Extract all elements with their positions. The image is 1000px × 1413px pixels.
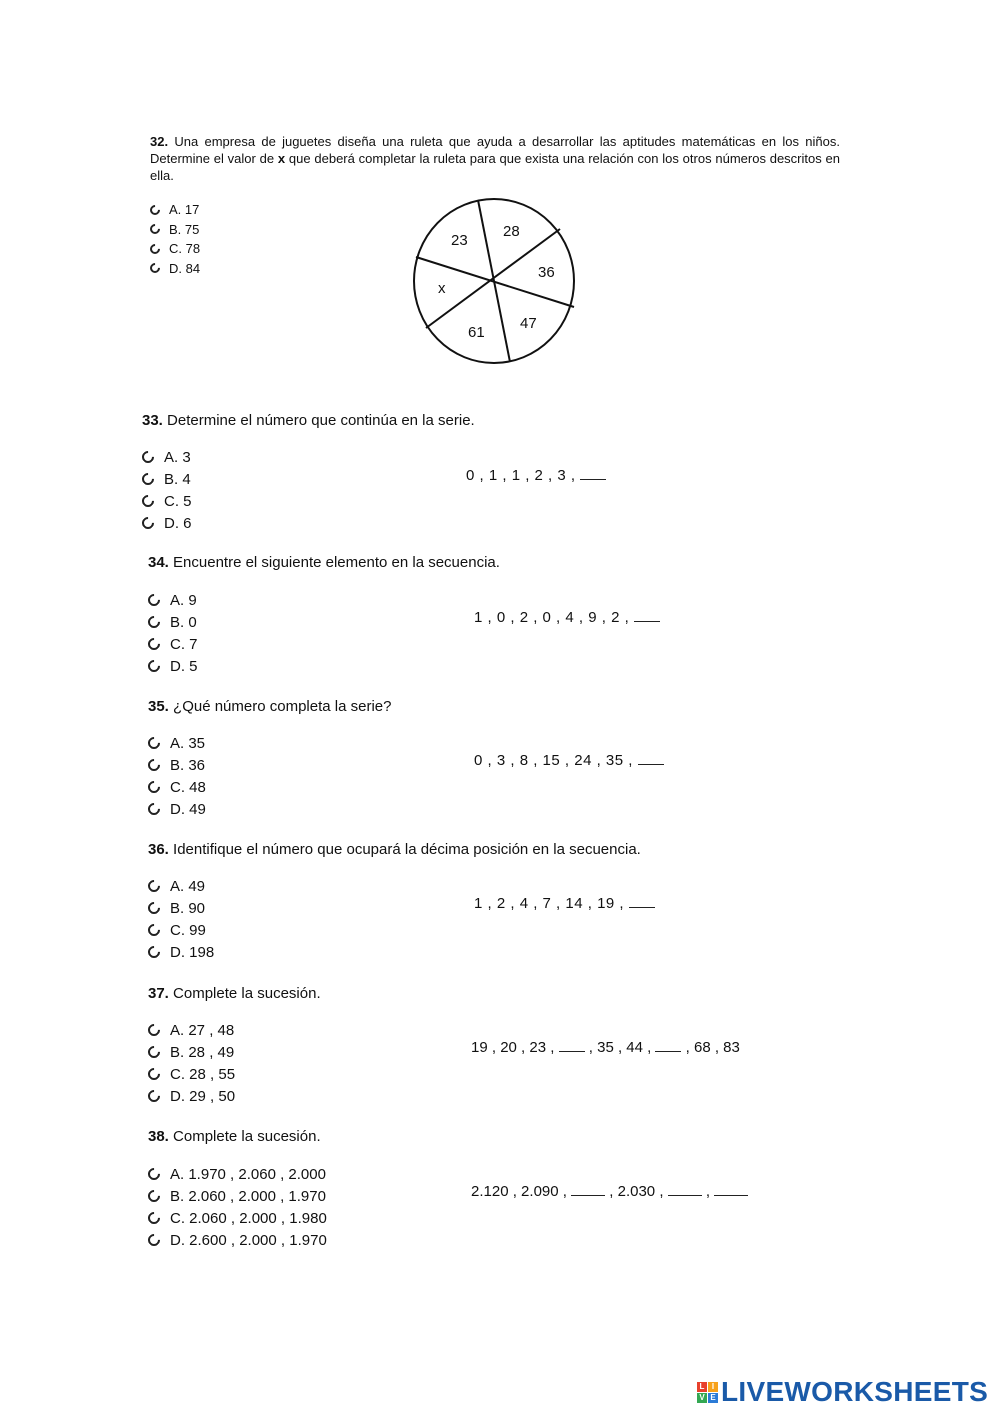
wheel-number-47: 47 (520, 315, 537, 332)
option-d[interactable] (148, 1085, 235, 1107)
option-label: C. 2.060 , 2.000 , 1.980 (170, 1209, 327, 1227)
option-label: B. 90 (170, 899, 206, 917)
question-38-text: Complete la sucesión. (173, 1128, 321, 1145)
option-c[interactable] (148, 1207, 327, 1229)
question-34-number: 34. (148, 554, 169, 571)
wheel-number-36: 36 (538, 264, 555, 281)
option-label: C. 78 (169, 241, 201, 257)
option-a[interactable] (148, 589, 198, 611)
radio-icon[interactable] (146, 658, 163, 675)
radio-icon[interactable] (146, 878, 163, 895)
option-label: D. 84 (169, 260, 201, 276)
radio-icon[interactable] (146, 1232, 163, 1249)
option-b[interactable] (142, 468, 192, 490)
question-33-text: Determine el número que continúa en la serie. (167, 412, 475, 429)
option-label: D. 5 (170, 657, 198, 675)
question-34-text: Encuentre el siguiente elemento en la secuencia. (173, 554, 500, 571)
radio-icon[interactable] (146, 614, 163, 631)
question-33-series (438, 450, 606, 501)
series-text: , 35 , 44 , (588, 1039, 652, 1056)
option-a[interactable] (150, 200, 200, 220)
radio-icon[interactable] (146, 1066, 163, 1083)
roulette-wheel (408, 195, 580, 367)
radio-icon[interactable] (146, 922, 163, 939)
question-35-options (148, 732, 206, 820)
question-33-options (142, 446, 192, 534)
option-label: D. 2.600 , 2.000 , 1.970 (170, 1231, 327, 1249)
option-label: A. 49 (170, 877, 206, 895)
radio-icon[interactable] (140, 515, 157, 532)
answer-blank (634, 609, 660, 622)
option-label: D. 198 (170, 943, 215, 961)
option-c[interactable] (148, 776, 206, 798)
radio-icon[interactable] (148, 242, 162, 256)
question-37-number: 37. (148, 985, 169, 1002)
option-d[interactable] (142, 512, 192, 534)
option-label: A. 17 (169, 202, 200, 218)
option-label: C. 7 (170, 635, 198, 653)
wheel-number-23: 23 (451, 232, 468, 249)
question-36-series (446, 878, 655, 929)
radio-icon[interactable] (146, 636, 163, 653)
question-37-stem (148, 984, 321, 1003)
question-32-text-2: que deberá completar la ruleta para que exista una relación con los otros números descritos en ella. (150, 151, 840, 183)
option-c[interactable] (150, 239, 200, 259)
radio-icon[interactable] (146, 757, 163, 774)
radio-icon[interactable] (140, 471, 157, 488)
wheel-unknown-x: x (438, 280, 446, 297)
option-label: B. 2.060 , 2.000 , 1.970 (170, 1187, 326, 1205)
wheel-number-28: 28 (503, 223, 520, 240)
radio-icon[interactable] (146, 1022, 163, 1039)
answer-blank (629, 895, 655, 908)
option-label: A. 9 (170, 591, 197, 609)
option-label: C. 48 (170, 778, 206, 796)
radio-icon[interactable] (146, 944, 163, 961)
question-32-variable: x (277, 151, 286, 166)
option-c[interactable] (148, 1063, 235, 1085)
option-d[interactable] (148, 655, 198, 677)
option-d[interactable] (148, 941, 214, 963)
option-label: C. 28 , 55 (170, 1065, 236, 1083)
question-32-options (150, 200, 200, 278)
option-label: A. 27 , 48 (170, 1021, 235, 1039)
option-a[interactable] (148, 732, 206, 754)
question-32-number: 32. (150, 134, 169, 149)
question-32-stem (150, 133, 840, 184)
series-text: 1 , 2 , 4 , 7 , 14 , 19 , (474, 895, 625, 912)
wheel-number-61: 61 (468, 324, 485, 341)
series-text: 0 , 1 , 1 , 2 , 3 , (466, 467, 576, 484)
radio-icon[interactable] (146, 592, 163, 609)
series-text: 0 , 3 , 8 , 15 , 24 , 35 , (474, 752, 633, 769)
option-label: D. 49 (170, 800, 206, 818)
question-36-stem (148, 840, 641, 859)
option-label: B. 4 (164, 470, 191, 488)
question-34-stem (148, 553, 500, 572)
radio-icon[interactable] (146, 1188, 163, 1205)
series-text: 19 , 20 , 23 , (471, 1039, 555, 1056)
question-36-number: 36. (148, 841, 169, 858)
answer-blank (714, 1183, 748, 1196)
option-a[interactable] (148, 875, 214, 897)
radio-icon[interactable] (148, 203, 162, 217)
question-36-text: Identifique el número que ocupará la décima posición en la secuencia. (173, 841, 641, 858)
option-b[interactable] (148, 754, 206, 776)
question-35-text: ¿Qué número completa la serie? (173, 698, 392, 715)
radio-icon[interactable] (146, 735, 163, 752)
option-label: A. 35 (170, 734, 206, 752)
question-38-series (446, 1166, 748, 1217)
question-33-number: 33. (142, 412, 163, 429)
series-text: 2.120 , 2.090 , (471, 1183, 567, 1200)
option-b[interactable] (150, 220, 200, 240)
radio-icon[interactable] (146, 1088, 163, 1105)
question-37-series (446, 1022, 740, 1073)
radio-icon[interactable] (146, 1210, 163, 1227)
answer-blank (559, 1039, 585, 1052)
answer-blank (668, 1183, 702, 1196)
question-35-stem (148, 697, 391, 716)
option-d[interactable] (148, 798, 206, 820)
question-38-number: 38. (148, 1128, 169, 1145)
question-35-series (446, 735, 664, 786)
question-35-number: 35. (148, 698, 169, 715)
option-label: A. 1.970 , 2.060 , 2.000 (170, 1165, 326, 1183)
option-a[interactable] (142, 446, 192, 468)
radio-icon[interactable] (146, 779, 163, 796)
option-label: D. 6 (164, 514, 192, 532)
answer-blank (571, 1183, 605, 1196)
option-label: C. 5 (164, 492, 192, 510)
series-text: 1 , 0 , 2 , 0 , 4 , 9 , 2 , (474, 609, 630, 626)
option-c[interactable] (148, 633, 198, 655)
option-b[interactable] (148, 1041, 235, 1063)
option-d[interactable] (148, 1229, 327, 1251)
logo-text: LIVEWORKSHEETS (721, 1376, 989, 1407)
option-a[interactable] (148, 1163, 327, 1185)
series-text: , (705, 1183, 711, 1200)
logo-mark-letter: V (697, 1393, 707, 1403)
radio-icon[interactable] (140, 449, 157, 466)
option-b[interactable] (148, 1185, 327, 1207)
radio-icon[interactable] (146, 1044, 163, 1061)
question-34-options (148, 589, 198, 677)
question-34-series (446, 592, 660, 643)
radio-icon[interactable] (140, 493, 157, 510)
question-36-options (148, 875, 214, 963)
answer-blank (655, 1039, 681, 1052)
question-38-stem (148, 1127, 321, 1146)
option-label: D. 29 , 50 (170, 1087, 236, 1105)
question-33-stem (142, 411, 475, 430)
option-b[interactable] (148, 897, 214, 919)
option-label: B. 36 (170, 756, 206, 774)
answer-blank (638, 752, 664, 765)
radio-icon[interactable] (146, 801, 163, 818)
question-37-text: Complete la sucesión. (173, 985, 321, 1002)
option-label: C. 99 (170, 921, 206, 939)
option-label: B. 0 (170, 613, 197, 631)
option-label: B. 28 , 49 (170, 1043, 235, 1061)
radio-icon[interactable] (148, 261, 162, 275)
answer-blank (580, 467, 606, 480)
radio-icon[interactable] (146, 1166, 163, 1183)
series-text: , 2.030 , (609, 1183, 664, 1200)
option-a[interactable] (148, 1019, 235, 1041)
question-38-options (148, 1163, 327, 1251)
option-d[interactable] (150, 259, 200, 279)
question-32-text: Una empresa de juguetes diseña una ruleta que ayuda a desarrollar las aptitudes matemáticas en los niños. Determine el valor de (150, 134, 840, 166)
option-label: B. 75 (169, 221, 200, 237)
option-c[interactable] (148, 919, 214, 941)
radio-icon[interactable] (148, 222, 162, 236)
series-text: , 68 , 83 (685, 1039, 740, 1056)
logo-mark-letter: E (708, 1393, 718, 1403)
option-b[interactable] (148, 611, 198, 633)
option-c[interactable] (142, 490, 192, 512)
radio-icon[interactable] (146, 900, 163, 917)
logo-mark-letter: I (708, 1382, 718, 1392)
logo-mark-letter: L (697, 1382, 707, 1392)
liveworksheets-logo (697, 1376, 988, 1408)
question-37-options (148, 1019, 235, 1107)
option-label: A. 3 (164, 448, 191, 466)
logo-mark-icon (697, 1382, 718, 1403)
